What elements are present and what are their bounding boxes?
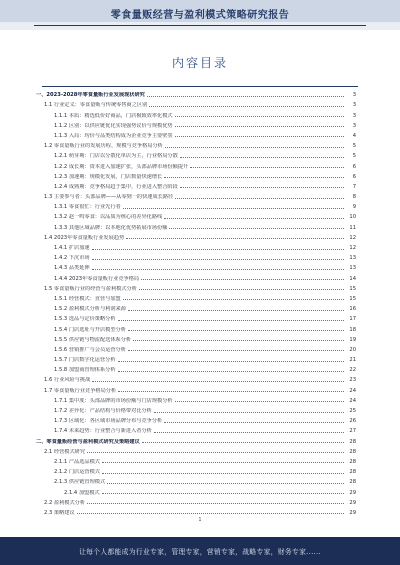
toc-entry-page: 21 (349, 357, 356, 364)
toc-entry-label: 1.4.4 2023年零食量贩行业竞争格局 (54, 275, 140, 282)
toc-entry-page: 8 (352, 194, 356, 201)
toc-entry[interactable] (36, 220, 356, 230)
toc-entry[interactable] (36, 506, 356, 516)
toc-entry[interactable] (36, 333, 356, 343)
toc-entry[interactable] (36, 343, 356, 353)
toc-entry[interactable] (36, 88, 356, 98)
toc-entry-page: 22 (349, 367, 356, 374)
toc-entry[interactable] (36, 485, 356, 495)
toc-entry[interactable] (36, 210, 356, 220)
toc-entry-label: 1.7 零食量贩行业竞争格局分析 (44, 387, 117, 394)
toc-leader-dots (92, 259, 344, 260)
toc-entry-label: 1.4 2023年零食量贩行业发展趋势 (44, 234, 125, 241)
toc-entry-label: 1.3.1 零食很忙：行业先行者 (54, 204, 121, 211)
toc-entry[interactable] (36, 496, 356, 506)
toc-entry-label: 2.1.1 产品选品模式 (54, 458, 100, 465)
toc-leader-dots (180, 157, 344, 158)
toc-entry-label: 一、2023-2028年零食量贩行业发展现状研究 (36, 92, 145, 99)
toc-leader-dots (139, 289, 344, 290)
toc-entry[interactable] (36, 302, 356, 312)
toc-leader-dots (164, 177, 344, 178)
toc-entry-label: 1.5.5 供应链与物流配送体系分析 (54, 336, 132, 343)
toc-entry-page: 11 (349, 224, 356, 231)
toc-entry-page: 3 (352, 122, 356, 129)
toc-entry-label: 1.1 行业定义：零食量贩与传统零售商之区别 (44, 102, 148, 109)
toc-entry[interactable] (36, 119, 356, 129)
toc-entry-label: 1.4.1 扩店加速 (54, 245, 90, 251)
toc-entry-page: 4 (352, 132, 356, 139)
toc-entry[interactable] (36, 231, 356, 241)
toc-entry-label: 1.5.7 门店数字化运营分析 (54, 357, 116, 364)
toc-entry[interactable] (36, 424, 356, 434)
toc-entry-label: 1.5.3 选品与定价策略分析 (54, 316, 116, 323)
toc-entry-label: 二、零食量贩经营与盈利模式研究及策略建议 (36, 438, 140, 445)
toc-entry-page: 6 (352, 163, 356, 170)
toc-entry-page: 19 (349, 336, 356, 343)
toc-leader-dots (164, 422, 344, 423)
toc-entry-page: 23 (349, 377, 356, 384)
toc-leader-dots (87, 503, 344, 504)
toc-entry-page: 28 (349, 479, 356, 486)
toc-leader-dots (128, 330, 344, 331)
toc-entry-label: 1.7.2 差异化：产品结构与价格带对比分析 (54, 408, 152, 414)
toc-entry-page: 29 (349, 499, 356, 506)
toc-entry[interactable] (36, 282, 356, 292)
toc-entry-page: 27 (349, 428, 356, 435)
toc-entry[interactable] (36, 363, 356, 373)
toc-entry-page: 17 (349, 316, 356, 323)
toc-leader-dots (165, 147, 344, 148)
toc-entry[interactable] (36, 404, 356, 414)
header-divider (34, 25, 366, 26)
toc-entry-label: 1.2.4 成熟期：竞争格局趋于集中，行业进入整合阶段 (54, 183, 178, 190)
toc-entry-label: 1.5.2 盈利模式分析与利润来源 (54, 306, 126, 313)
toc-leader-dots (141, 279, 344, 280)
toc-entry-page: 16 (349, 306, 356, 313)
report-title: 零食量贩经营与盈利模式策略研究报告 (110, 10, 290, 21)
toc-entry-page: 10 (349, 214, 356, 221)
toc-leader-dots (102, 462, 344, 463)
toc-entry[interactable] (36, 129, 356, 139)
toc-entry-page: 29 (349, 489, 356, 496)
page-header (0, 0, 400, 30)
toc-entry-label: 2.1.4 加盟模式 (64, 489, 100, 496)
toc-entry-page: 7 (352, 183, 356, 190)
toc-entry-label: 2.1.2 门店运营模式 (54, 469, 100, 476)
toc-entry-page: 3 (352, 102, 356, 109)
toc-leader-dots (190, 167, 344, 168)
toc-leader-dots (175, 126, 344, 127)
toc-entry-page: 20 (349, 346, 356, 353)
page-number: 1 (198, 517, 202, 523)
toc-entry[interactable] (36, 190, 356, 200)
toc-entry-page: 28 (349, 448, 356, 455)
toc-leader-dots (102, 493, 344, 494)
toc-leader-dots (118, 371, 344, 372)
toc-entry-page: 5 (352, 153, 356, 160)
toc-entry[interactable] (36, 445, 356, 455)
toc-entry[interactable] (36, 200, 356, 210)
toc-entry-label: 1.1.2 区别：以供应链优化实现强势议价与规模优势 (54, 122, 173, 129)
toc-entry[interactable] (36, 261, 356, 271)
toc-entry[interactable] (36, 241, 356, 251)
toc-entry[interactable] (36, 149, 356, 159)
toc-leader-dots (128, 350, 344, 351)
page-footer (0, 537, 400, 565)
toc-heading: 内容目录 (171, 56, 228, 70)
toc-entry-page: 15 (349, 285, 356, 292)
toc-entry-label: 1.1.1 本质：精选低价好商品，门店极致效率化模式 (54, 112, 173, 119)
toc-leader-dots (118, 320, 344, 321)
toc-leader-dots (87, 452, 344, 453)
toc-entry-page: 5 (352, 143, 356, 150)
toc-entry-page: 25 (349, 408, 356, 414)
toc-entry-page: 18 (349, 326, 356, 333)
toc-entry[interactable] (36, 108, 356, 118)
toc-leader-dots (126, 238, 344, 239)
toc-entry-label: 1.2.1 萌芽期：门店以分散化单店为主，行业格局分散 (54, 153, 178, 160)
toc-entry[interactable] (36, 414, 356, 424)
toc-entry[interactable] (36, 170, 356, 180)
toc-entry-page: 24 (349, 397, 356, 404)
footer-slogan: 让每个人都能成为行业专家，管理专家，营销专家，战略专家，财务专家...... (79, 548, 321, 556)
toc-leader-dots (175, 136, 344, 137)
toc-leader-dots (123, 208, 344, 209)
toc-entry-label: 1.3.3 其他区域品牌：以本地化优势拓展市场份额 (54, 224, 168, 231)
toc-entry-page: 28 (349, 438, 356, 445)
toc-entry-label: 1.3.2 赵一鸣零食：以品质为核心的差异化路线 (54, 214, 163, 221)
toc-leader-dots (164, 218, 344, 219)
toc-entry-page: 13 (349, 255, 356, 262)
toc-leader-dots (142, 442, 344, 443)
toc-entry-page: 6 (352, 173, 356, 180)
toc-leader-dots (77, 513, 344, 514)
toc-leader-dots (175, 116, 344, 117)
toc-entry-label: 1.4.2 下沉市场 (54, 255, 90, 262)
toc-leader-dots (92, 381, 344, 382)
toc-entry-page: 15 (349, 295, 356, 302)
toc-entry-label: 2.2 盈利模式分析 (44, 499, 86, 506)
toc-entry[interactable] (36, 98, 356, 108)
toc-entry-page: 14 (349, 275, 356, 282)
toc-entry[interactable] (36, 180, 356, 190)
toc-leader-dots (154, 432, 344, 433)
toc-entry-label: 1.5.1 经营模式：直营与加盟 (54, 295, 121, 302)
toc-leader-dots (149, 106, 344, 107)
toc-entry[interactable] (36, 394, 356, 404)
toc-entry[interactable] (36, 251, 356, 261)
toc-entry[interactable] (36, 475, 356, 485)
toc-entry-page: 24 (349, 387, 356, 394)
toc-entry[interactable] (36, 292, 356, 302)
toc-leader-dots (180, 187, 344, 188)
toc-entry-page: 3 (352, 92, 356, 99)
toc-entry-page: 13 (349, 265, 356, 272)
toc-entry[interactable] (36, 312, 356, 322)
toc-entry-page: 12 (349, 245, 356, 251)
toc-entry[interactable] (36, 322, 356, 332)
toc-entry-label: 1.1.3 入局：均价与品类结构成为企业竞争主要壁垒 (54, 132, 173, 139)
toc-leader-dots (107, 483, 344, 484)
toc-entry[interactable] (36, 353, 356, 363)
toc-leader-dots (133, 340, 344, 341)
toc-entry-label: 1.7.4 未来趋势：行业整合与新进入者分析 (54, 428, 152, 435)
toc-entry[interactable] (36, 159, 356, 169)
toc-leader-dots (175, 401, 344, 402)
toc-entry-page: 26 (349, 418, 356, 425)
toc-entry-label: 1.2.2 成长期：资本进入加速扩张，头部品牌市场份额提升 (54, 163, 189, 170)
toc-leader-dots (118, 391, 344, 392)
toc-entry-label: 1.5 零食量贩行业的经营与盈利模式分析 (44, 285, 137, 292)
toc-entry-page: 9 (352, 204, 356, 211)
toc-leader-dots (102, 473, 344, 474)
toc-entry[interactable] (36, 139, 356, 149)
toc-entry-page: 29 (349, 509, 356, 516)
toc-entry-label: 2.3 策略建议 (44, 509, 75, 516)
toc-entry-page: 28 (349, 469, 356, 476)
toc-leader-dots (92, 249, 344, 250)
table-of-contents (36, 88, 356, 516)
toc-divider (42, 86, 358, 87)
toc-leader-dots (154, 412, 344, 413)
toc-entry-label: 1.5.8 加盟商管理体系分析 (54, 367, 116, 374)
toc-entry-label: 1.3 主要参与者：头部品牌——从零到一的快速成长路径 (44, 194, 174, 201)
toc-leader-dots (92, 269, 344, 270)
toc-entry-label: 1.5.4 门店选址与开店模型分析 (54, 326, 126, 333)
toc-entry-label: 1.6 行业风险与挑战 (44, 377, 91, 384)
toc-entry-page: 3 (352, 112, 356, 119)
toc-entry[interactable] (36, 434, 356, 444)
toc-leader-dots (175, 198, 344, 199)
toc-entry[interactable] (36, 465, 356, 475)
toc-entry-label: 1.7.3 区域化：各区域市场品牌分布与竞争分析 (54, 418, 163, 425)
toc-entry-page: 28 (349, 458, 356, 465)
toc-entry[interactable] (36, 455, 356, 465)
toc-entry-label: 1.5.6 营销推广与会员运营分析 (54, 346, 126, 353)
toc-leader-dots (123, 299, 344, 300)
toc-entry[interactable] (36, 271, 356, 281)
toc-entry-label: 1.4.3 品类延伸 (54, 265, 90, 272)
toc-leader-dots (128, 310, 344, 311)
toc-entry-label: 2.1.3 供应链管理模式 (54, 479, 106, 486)
toc-entry-label: 1.2.3 加速期：规模化发展，门店数量快速增长 (54, 173, 163, 180)
toc-leader-dots (169, 228, 344, 229)
toc-entry-label: 1.2 零食量贩行业的发展历程、规模与竞争格局分析 (44, 143, 163, 150)
toc-entry[interactable] (36, 373, 356, 383)
toc-entry-page: 12 (349, 234, 356, 241)
toc-entry[interactable] (36, 383, 356, 393)
toc-leader-dots (147, 96, 344, 97)
toc-leader-dots (118, 361, 344, 362)
toc-entry-label: 2.1 经营模式研究 (44, 448, 86, 455)
toc-entry-label: 1.7.1 集中度：头部品牌的市场份额与门店规模分析 (54, 397, 173, 404)
